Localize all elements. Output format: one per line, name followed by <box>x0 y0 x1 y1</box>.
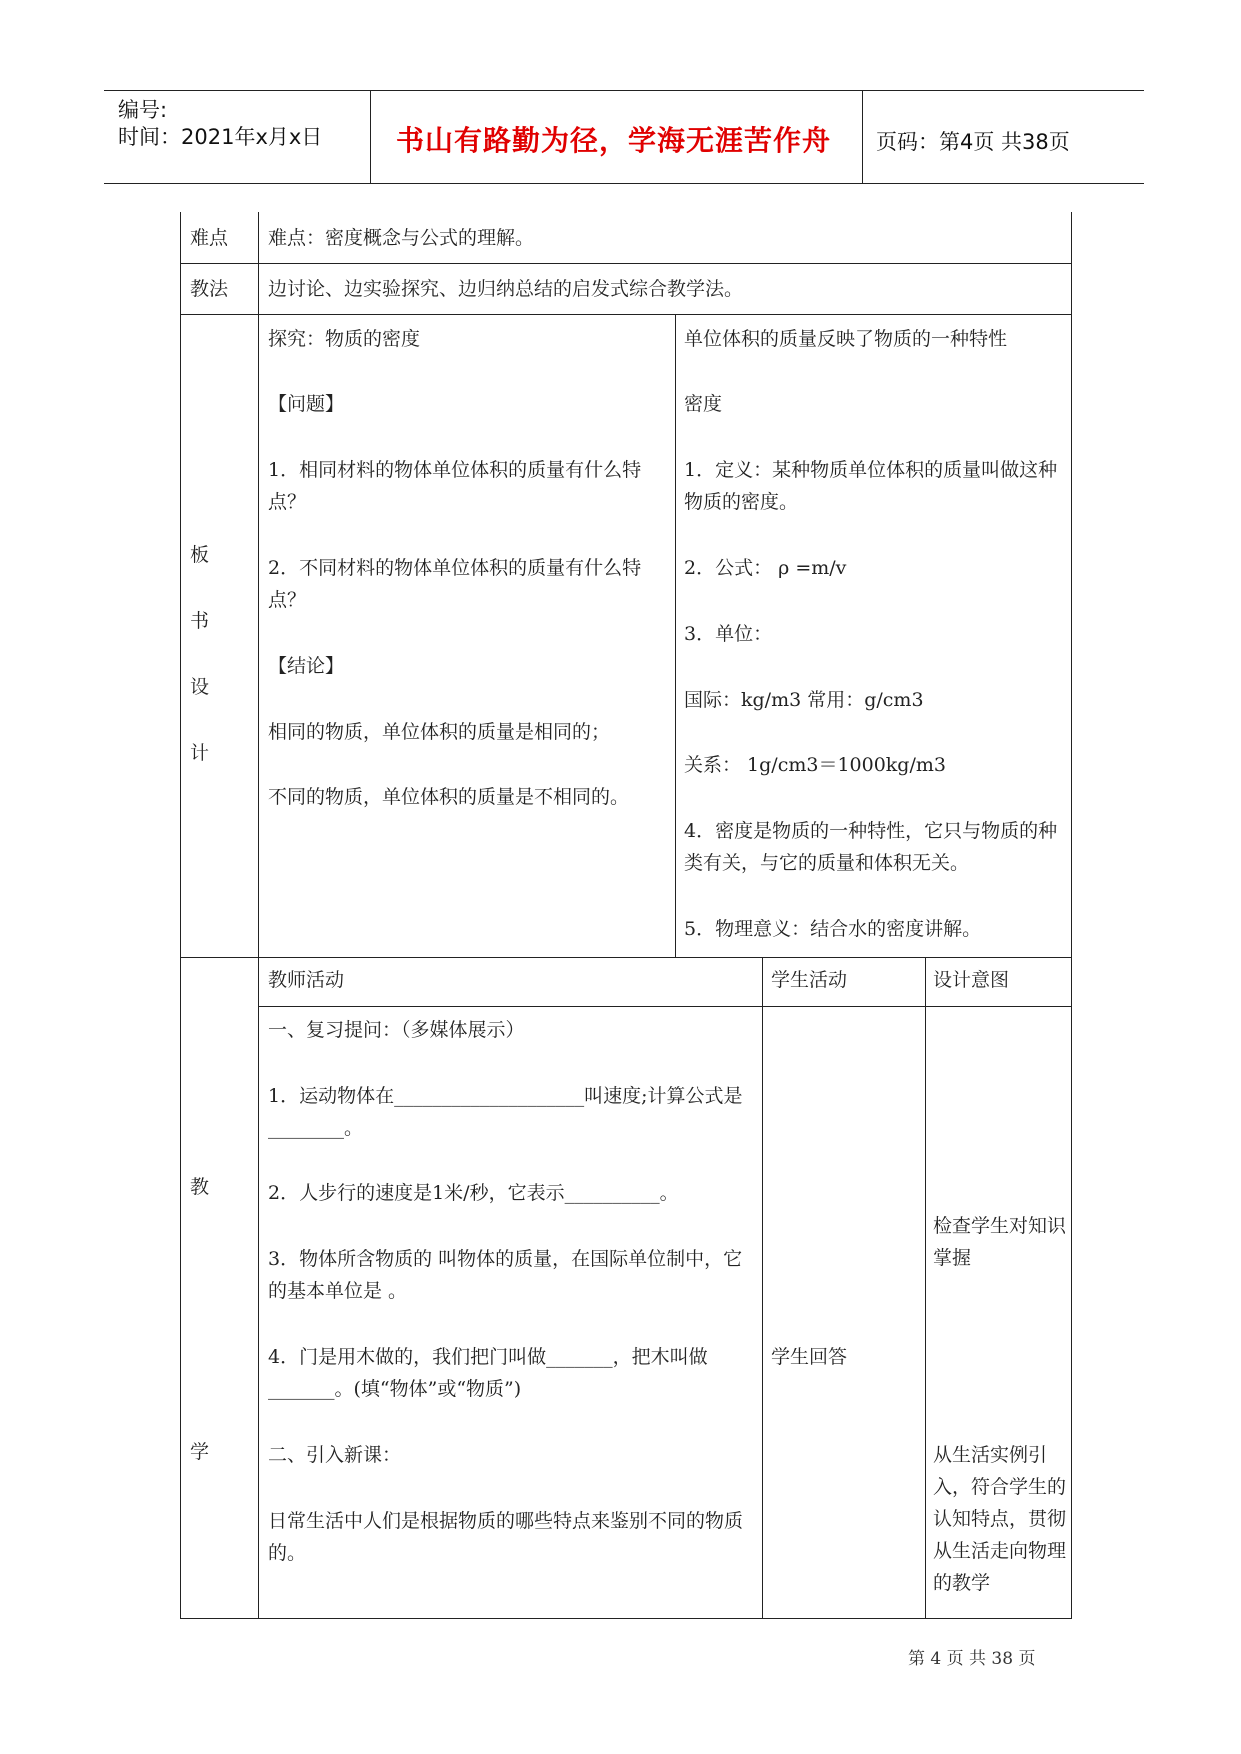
board-question-1: 1．相同材料的物体单位体积的质量有什么特点？ <box>268 459 642 513</box>
teacher-activity-header: 教师活动 <box>268 969 345 991</box>
label-column-border <box>258 212 259 1619</box>
board-units: 国际：kg/m3 常用：g/cm3 <box>684 689 924 711</box>
difficulty-label: 难点 <box>190 227 229 249</box>
design-intent-header: 设计意图 <box>933 969 1010 991</box>
board-conclusion-heading: 【结论】 <box>268 655 345 677</box>
row-border-2 <box>180 314 1072 315</box>
board-property: 4．密度是物质的一种特性，它只与物质的种类有关，与它的质量和体积无关。 <box>684 820 1058 874</box>
student-answer: 学生回答 <box>771 1346 848 1368</box>
header-divider-left <box>370 90 371 184</box>
method-label: 教法 <box>190 278 229 300</box>
header-top-rule <box>104 90 1144 91</box>
table-right-border <box>1071 212 1072 1619</box>
design-intent-1: 检查学生对知识掌握 <box>933 1215 1067 1269</box>
board-relation: 关系： 1g/cm3＝1000kg/m3 <box>684 754 946 776</box>
motto: 书山有路勤为径，学海无涯苦作舟 <box>396 124 832 157</box>
teaching-split-1 <box>762 957 763 1619</box>
board-left-title: 探究：物质的密度 <box>268 328 421 350</box>
board-label-char-4: 计 <box>190 742 210 764</box>
board-label-char-1: 板 <box>190 544 210 566</box>
review-question-2: 2．人步行的速度是1米/秒，它表示__________。 <box>268 1182 679 1204</box>
row-border-3 <box>180 957 1072 958</box>
board-units-heading: 3．单位： <box>684 623 773 645</box>
header-bottom-rule <box>104 183 1144 184</box>
header-divider-right <box>862 90 863 184</box>
new-lesson-heading: 二、引入新课： <box>268 1444 402 1466</box>
teaching-header-border <box>258 1006 1072 1007</box>
board-conclusion-2: 不同的物质，单位体积的质量是不相同的。 <box>268 786 630 808</box>
board-meaning: 5．物理意义：结合水的密度讲解。 <box>684 918 982 940</box>
page-code: 页码：第4页 共38页 <box>876 130 1070 154</box>
teaching-label-char-2: 学 <box>190 1441 210 1463</box>
serial-label: 编号: <box>118 98 168 122</box>
review-question-3: 3．物体所含物质的 叫物体的质量，在国际单位制中，它的基本单位是 。 <box>268 1248 743 1302</box>
review-question-1: 1．运动物体在____________________叫速度;计算公式是________。 <box>268 1085 743 1139</box>
board-right-term: 密度 <box>684 393 723 415</box>
board-label-char-2: 书 <box>190 610 210 632</box>
board-question-heading: 【问题】 <box>268 393 345 415</box>
review-question-4: 4．门是用木做的，我们把门叫做_______，把木叫做_______。(填“物体”或“物质”) <box>268 1346 708 1400</box>
board-formula: 2．公式： ρ =m/v <box>684 557 847 579</box>
board-label-char-3: 设 <box>190 676 210 698</box>
board-question-2: 2．不同材料的物体单位体积的质量有什么特点？ <box>268 557 642 611</box>
table-bottom-border <box>180 1618 1072 1619</box>
teaching-split-2 <box>925 957 926 1619</box>
row-border-1 <box>180 263 1072 264</box>
page-footer: 第 4 页 共 38 页 <box>908 1649 1036 1669</box>
student-activity-header: 学生活动 <box>771 969 848 991</box>
board-definition: 1．定义：某种物质单位体积的质量叫做这种物质的密度。 <box>684 459 1058 513</box>
time-label: 时间：2021年x月x日 <box>118 125 323 149</box>
review-heading: 一、复习提问：（多媒体展示） <box>268 1019 525 1041</box>
teaching-label-char-1: 教 <box>190 1176 210 1198</box>
board-split-border <box>675 314 676 958</box>
board-right-intro: 单位体积的质量反映了物质的一种特性 <box>684 328 1008 350</box>
new-lesson-text: 日常生活中人们是根据物质的哪些特点来鉴别不同的物质的。 <box>268 1510 744 1564</box>
method-content: 边讨论、边实验探究、边归纳总结的启发式综合教学法。 <box>268 278 744 300</box>
difficulty-content: 难点：密度概念与公式的理解。 <box>268 227 535 249</box>
board-conclusion-1: 相同的物质，单位体积的质量是相同的； <box>268 721 611 743</box>
table-left-border <box>180 212 181 1619</box>
design-intent-2: 从生活实例引入，符合学生的认知特点，贯彻从生活走向物理的教学 <box>933 1444 1067 1594</box>
